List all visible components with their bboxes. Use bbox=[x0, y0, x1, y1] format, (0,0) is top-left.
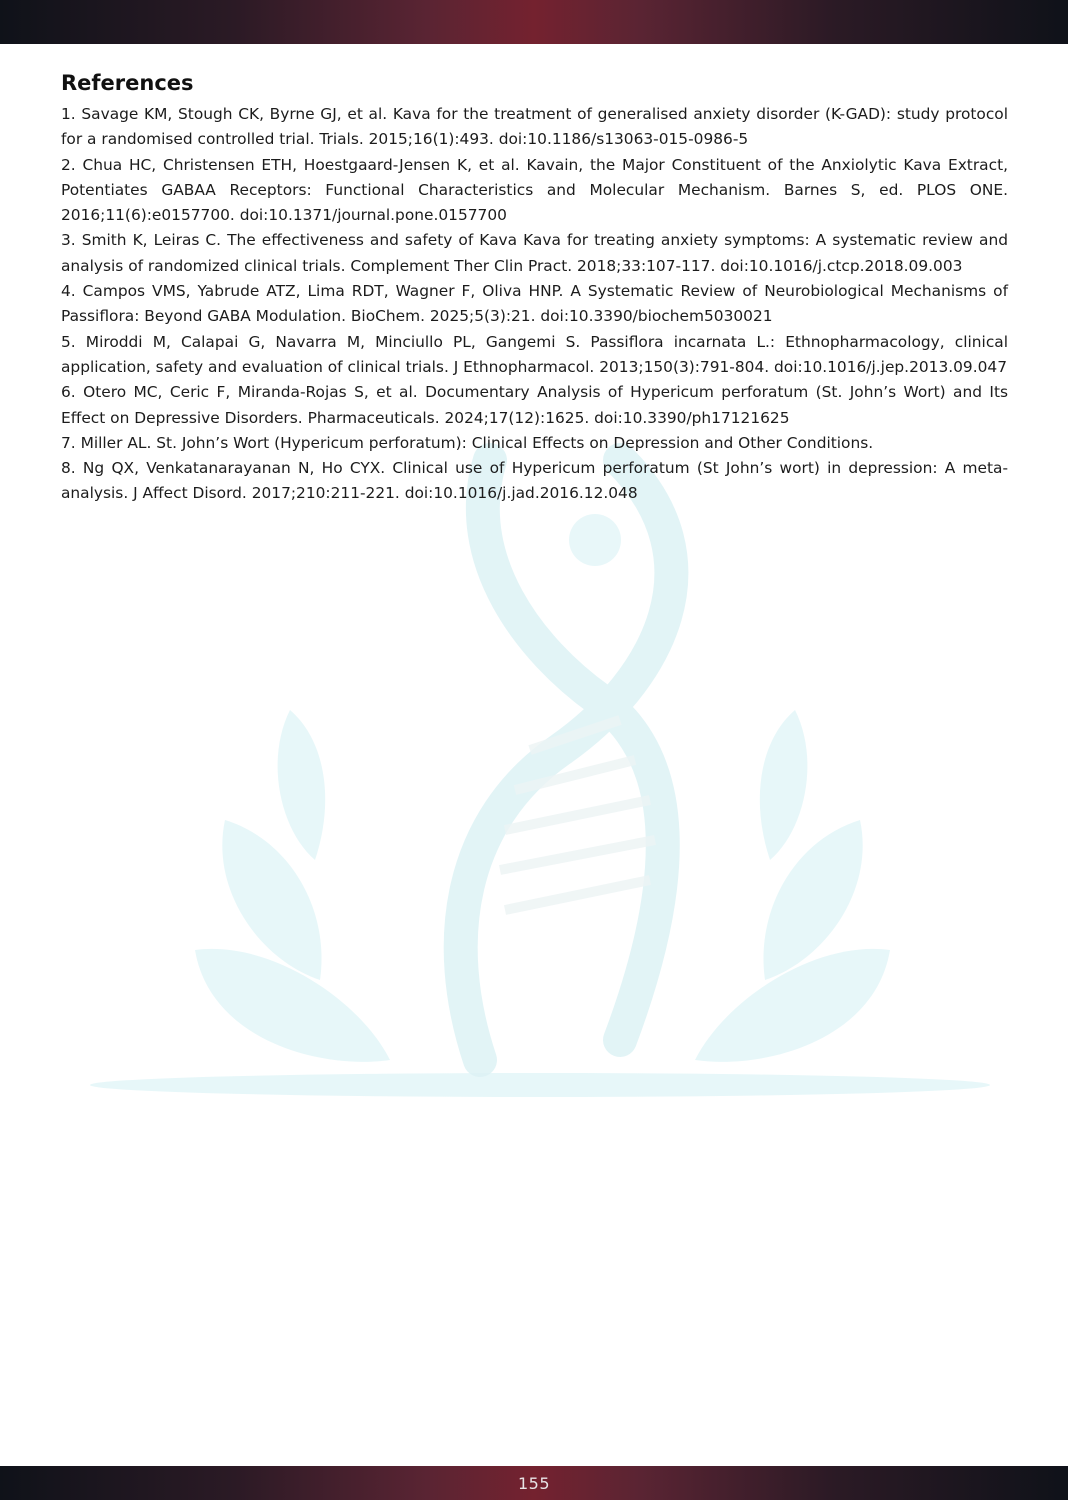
header-bar bbox=[0, 0, 1068, 44]
references-heading: References bbox=[61, 71, 194, 95]
references-section bbox=[61, 68, 1008, 507]
reference-item-2: 2. Chua HC, Christensen ETH, Hoestgaard-Jensen K, et al. Kavain, the Major Constituent of the Anxiolytic Kava Extract, Potentiates GABAA Receptors: Functional Characteristics and Molecular Mechanism. Barnes S, ed. PLOS ONE. 2016;11(6):e0157700. doi:10.1371/journal.pone.0157700 bbox=[61, 155, 1008, 225]
reference-item-3: 3. Smith K, Leiras C. The effectiveness and safety of Kava Kava for treating anxiety symptoms: A systematic review and analysis of randomized clinical trials. Complement Ther Clin Pract. 2018;33:107-117. doi:10.1016/j.ctcp.2018.09.003 bbox=[61, 231, 1008, 275]
footer-bar bbox=[0, 1466, 1068, 1500]
dna-laurel-watermark-icon bbox=[60, 420, 1010, 1120]
reference-list bbox=[61, 102, 1008, 507]
reference-item-8: 8. Ng QX, Venkatanarayanan N, Ho CYX. Clinical use of Hypericum perforatum (St John’s wort) in depression: A meta-analysis. J Affect Disord. 2017;210:211-221. doi:10.1016/j.jad.2016.12.048 bbox=[61, 459, 1008, 503]
page-number: 155 bbox=[517, 1473, 551, 1493]
reference-item-4: 4. Campos VMS, Yabrude ATZ, Lima RDT, Wagner F, Oliva HNP. A Systematic Review of Neurobiological Mechanisms of Passiflora: Beyond GABA Modulation. BioChem. 2025;5(3):21. doi:10.3390/biochem5030021 bbox=[61, 282, 1008, 326]
reference-item-5: 5. Miroddi M, Calapai G, Navarra M, Minciullo PL, Gangemi S. Passiflora incarnata L.: Ethnopharmacology, clinical application, safety and evaluation of clinical trials. J Ethnopharmacol. 2013;150(3):791-804. doi:10.1016/j.jep.2013.09.047 bbox=[61, 332, 1008, 376]
reference-item-1: 1. Savage KM, Stough CK, Byrne GJ, et al. Kava for the treatment of generalised anxiety disorder (K-GAD): study protocol for a randomised controlled trial. Trials. 2015;16(1):493. doi:10.1186/s13063-015-0986-5 bbox=[61, 105, 1008, 149]
reference-item-7: 7. Miller AL. St. John’s Wort (Hypericum perforatum): Clinical Effects on Depression and Other Conditions. bbox=[61, 433, 874, 452]
reference-item-6: 6. Otero MC, Ceric F, Miranda-Rojas S, et al. Documentary Analysis of Hypericum perforatum (St. John’s Wort) and Its Effect on Depressive Disorders. Pharmaceuticals. 2024;17(12):1625. doi:10.3390/ph17121625 bbox=[61, 383, 1008, 427]
